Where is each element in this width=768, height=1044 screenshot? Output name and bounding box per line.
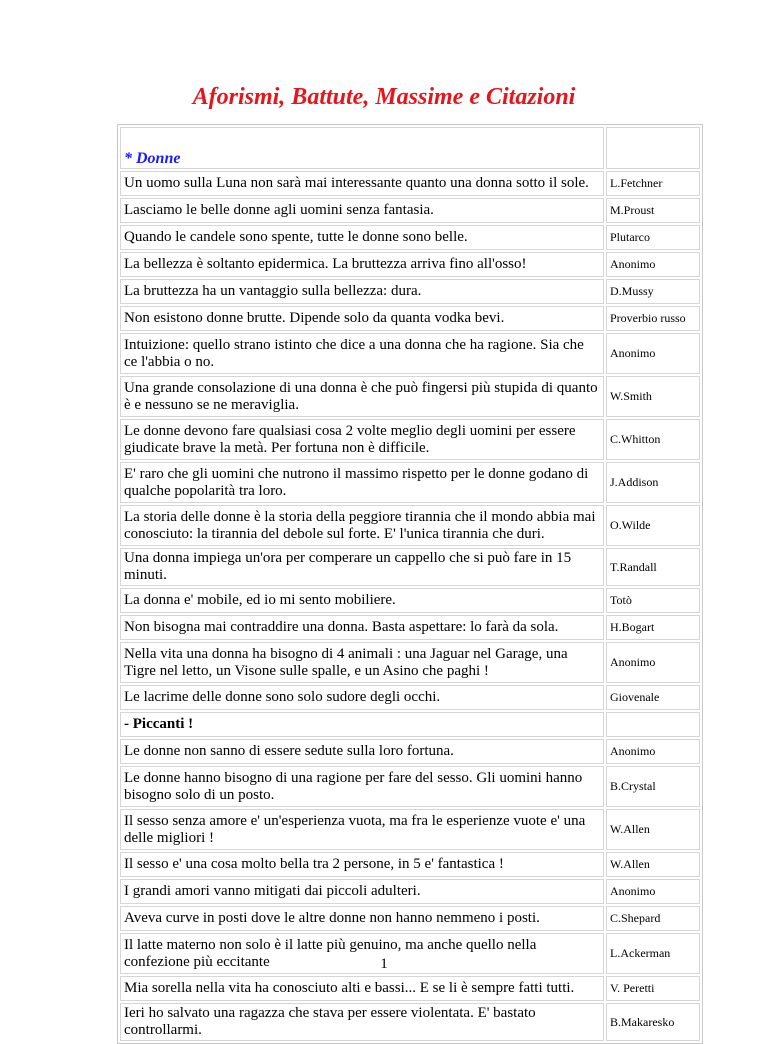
quote-author: Anonimo [606, 739, 700, 764]
quote-row [120, 333, 700, 374]
quote-author: W.Allen [606, 809, 700, 850]
quote-row [120, 1003, 700, 1041]
quote-row [120, 376, 700, 417]
quote-text: I grandi amori vanno mitigati dai piccoli adulteri. [120, 879, 604, 904]
document-title: Aforismi, Battute, Massime e Citazioni [192, 84, 576, 110]
empty-cell [606, 712, 700, 737]
empty-cell [606, 127, 700, 169]
quote-row [120, 809, 700, 850]
quote-text: Aveva curve in posti dove le altre donne non hanno nemmeno i posti. [120, 906, 604, 931]
quote-author: C.Whitton [606, 419, 700, 460]
page-number: 1 [380, 956, 388, 972]
quote-text: Non bisogna mai contraddire una donna. Basta aspettare: lo farà da sola. [120, 615, 604, 640]
quote-row [120, 588, 700, 613]
quote-text: La bruttezza ha un vantaggio sulla bellezza: dura. [120, 279, 604, 304]
quote-text: Una donna impiega un'ora per comperare un cappello che si può fare in 15 minuti. [120, 548, 604, 586]
quote-author: Plutarco [606, 225, 700, 250]
quote-text: Le donne hanno bisogno di una ragione per fare del sesso. Gli uomini hanno bisogno solo di un posto. [120, 766, 604, 807]
quote-text: Il sesso e' una cosa molto bella tra 2 persone, in 5 e' fantastica ! [120, 852, 604, 877]
quote-row [120, 198, 700, 223]
quote-text: Nella vita una donna ha bisogno di 4 animali : una Jaguar nel Garage, una Tigre nel letto, un Visone sulle spalle, e un Asino che paghi ! [120, 642, 604, 683]
quote-text: Intuizione: quello strano istinto che dice a una donna che ha ragione. Sia che ce l'abbia o no. [120, 333, 604, 374]
quote-row [120, 739, 700, 764]
quote-text: Le donne non sanno di essere sedute sulla loro fortuna. [120, 739, 604, 764]
quote-author: Proverbio russo [606, 306, 700, 331]
quote-author: Giovenale [606, 685, 700, 710]
quote-text: Un uomo sulla Luna non sarà mai interessante quanto una donna sotto il sole. [120, 171, 604, 196]
quote-author: M.Proust [606, 198, 700, 223]
quote-author: L.Fetchner [606, 171, 700, 196]
quote-text: Quando le candele sono spente, tutte le donne sono belle. [120, 225, 604, 250]
quote-author: C.Shepard [606, 906, 700, 931]
section-heading: * Donne [120, 127, 604, 169]
quote-author: B.Crystal [606, 766, 700, 807]
quote-text: Le donne devono fare qualsiasi cosa 2 volte meglio degli uomini per essere giudicate brave la metà. Per fortuna non è difficile. [120, 419, 604, 460]
quote-row [120, 252, 700, 277]
quote-text: Una grande consolazione di una donna è che può fingersi più stupida di quanto è e nessuno se ne meraviglia. [120, 376, 604, 417]
section-header-row [120, 712, 700, 737]
quote-author: D.Mussy [606, 279, 700, 304]
quote-row [120, 171, 700, 196]
quote-row [120, 906, 700, 931]
quote-text: Le lacrime delle donne sono solo sudore degli occhi. [120, 685, 604, 710]
quote-row [120, 306, 700, 331]
quote-text: Mia sorella nella vita ha conosciuto alti e bassi... E se li è sempre fatti tutti. [120, 976, 604, 1001]
quote-row [120, 279, 700, 304]
quote-text: Non esistono donne brutte. Dipende solo da quanta vodka bevi. [120, 306, 604, 331]
quote-author: B.Makaresko [606, 1003, 700, 1041]
quote-author: W.Smith [606, 376, 700, 417]
quote-author: T.Randall [606, 548, 700, 586]
quote-row [120, 225, 700, 250]
quote-row [120, 642, 700, 683]
quote-author: Anonimo [606, 879, 700, 904]
quote-text: E' raro che gli uomini che nutrono il massimo rispetto per le donne godano di qualche popolarità tra loro. [120, 462, 604, 503]
quote-author: Anonimo [606, 642, 700, 683]
quote-text: Il sesso senza amore e' un'esperienza vuota, ma fra le esperienze vuote e' una delle migliori ! [120, 809, 604, 850]
quotes-table [117, 124, 703, 1044]
quote-row [120, 685, 700, 710]
quote-row [120, 879, 700, 904]
quote-row [120, 615, 700, 640]
quote-author: Anonimo [606, 252, 700, 277]
section-header-row [120, 127, 700, 169]
quote-row [120, 548, 700, 586]
quote-author: W.Allen [606, 852, 700, 877]
quote-row [120, 462, 700, 503]
quote-author: V. Peretti [606, 976, 700, 1001]
section-heading: - Piccanti ! [120, 712, 604, 737]
quote-text: La bellezza è soltanto epidermica. La bruttezza arriva fino all'osso! [120, 252, 604, 277]
quote-text: La donna e' mobile, ed io mi sento mobiliere. [120, 588, 604, 613]
quote-text: Ieri ho salvato una ragazza che stava per essere violentata. E' bastato controllarmi. [120, 1003, 604, 1041]
quote-row [120, 419, 700, 460]
quote-author: L.Ackerman [606, 933, 700, 974]
quote-author: H.Bogart [606, 615, 700, 640]
quote-row [120, 505, 700, 546]
quote-text: Il latte materno non solo è il latte più genuino, ma anche quello nella confezione più eccitante [120, 933, 604, 974]
quote-author: Totò [606, 588, 700, 613]
quote-author: O.Wilde [606, 505, 700, 546]
quote-row [120, 852, 700, 877]
quote-author: Anonimo [606, 333, 700, 374]
quote-text: Lasciamo le belle donne agli uomini senza fantasia. [120, 198, 604, 223]
quote-author: J.Addison [606, 462, 700, 503]
quote-row [120, 766, 700, 807]
quote-row [120, 976, 700, 1001]
quote-text: La storia delle donne è la storia della peggiore tirannia che il mondo abbia mai conosciuto: la tirannia del debole sul forte. E' l'unica tirannia che duri. [120, 505, 604, 546]
